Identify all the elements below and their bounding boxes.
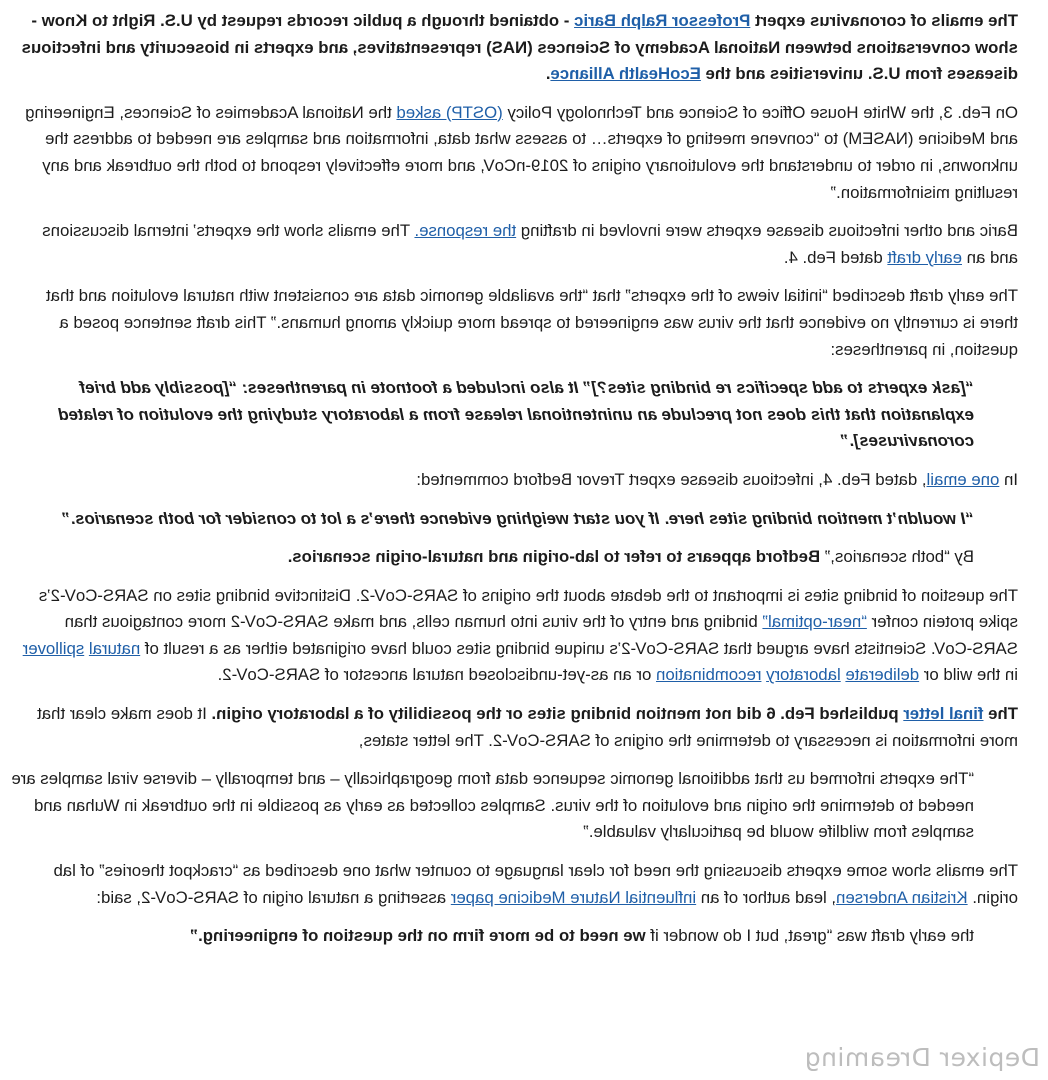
paragraph-text: It does make clear that more information is necessary to determine the origins of SARS-CoV-2. The letter states, [37,704,1018,750]
paragraph-text: On Feb. 3, the White House Office of Science and Technology Policy [502,102,1018,122]
paragraph-text: The question of binding sites is important to the debate about the origins of SARS-CoV-2. Distinctive binding sites on SARS-CoV-2’s spike protein confer [38,585,1018,632]
intro-text: - obtained through a public records request by U.S. Right to Know - show conversations between National Academy of Sciences (NAS) representatives, and experts in biosecurity and infectious diseases from U.S. universities and the [21,11,1018,84]
watermark-text: Depixer Dreaming [804,1043,1040,1072]
paragraph-text: binding and entry of the virus into human cells, and make SARS-CoV-2 more contagious than SARS-CoV. Scientists have argued that SARS-CoV-2’s unique binding sites could have originated either as a result of [64,612,1018,658]
paragraph-ostp [10,100,1018,206]
link-early-draft[interactable]: early draft [887,247,962,267]
paragraph-early-draft: The early draft described “initial views of the experts” that “the available genomic data are consistent with natural evolution and that there is currently no evidence that the virus was engineered to spread more quickly among humans.” This draft sentence posed a question, in parentheses: [46,286,1018,359]
paragraph-text: , dated Feb. 4, infectious disease expert Trevor Bedford commented: [416,469,927,489]
intro-paragraph [10,8,1018,88]
paragraph-baric-response [10,218,1018,271]
link-one-email[interactable]: one email [926,469,1000,489]
quote-bold-text: we need to be more firm on the question of engineering. [198,926,646,946]
paragraph-one-email [10,467,1018,494]
link-laboratory[interactable]: laboratory [766,665,841,685]
quote-bold-text: ” [189,926,199,946]
paragraph-text: In [999,469,1018,489]
paragraph-text: in the wild or [919,665,1018,685]
link-ralph-baric[interactable]: Professor Ralph Baric [574,11,751,30]
bold-text: The [983,704,1018,724]
quote-text: By “both scenarios,” [820,547,974,567]
quote-text: the early draft was “great, but I do wonder if [645,926,974,946]
link-natural[interactable]: natural [88,638,141,658]
paragraph-text: , lead author of an [696,887,837,907]
bold-text: published Feb. 6 did not mention binding sites or the possibility of a laboratory origin. [211,704,904,724]
quote-bold-text: Bedford appears to refer to lab-origin and natural-origin scenarios. [287,547,821,567]
link-final-letter[interactable]: final letter [903,704,984,724]
link-deliberate[interactable]: deliberate [845,665,920,685]
link-recombination[interactable]: recombination [656,665,762,685]
paragraph-text: The emails show some experts discussing the need for clear language to counter what one described as “crackpot theories” of lab origin. [53,861,1018,907]
paragraph-text: the National Academies of Sciences, Engineering and Medicine (NASEM) to “convene meeting of experts… to assess what data, information and samples are needed to address the unknowns, in order to understand the evolutionary origins of 2019-nCoV, and more effectively respond to both the outbreak and any resulting misinformation.” [25,102,1018,202]
paragraph-text: or an as-yet-undisclosed natural ancestor of SARS-CoV-2. [217,665,657,685]
link-ostp-asked[interactable]: (OSTP) asked [396,102,503,122]
link-kristian-andersen[interactable]: Kristian Andersen [836,887,968,907]
quote-binding-sites-footnote: “[ask experts to add specifics re binding sites?]” It also included a footnote in parentheses: “[possibly add brief explanation that this does not preclude an unintentional release from a laboratory studying the evolution of related coronaviruses].” [58,378,974,451]
paragraph-text: asserting a natural origin of SARS-CoV-2, said: [96,887,451,907]
intro-text: The emails of coronavirus expert [750,11,1018,30]
article-body [10,8,1018,950]
paragraph-text: The emails show the experts’ internal discussions and an [42,221,1018,267]
link-nature-medicine-paper[interactable]: influential Nature Medicine paper [450,887,697,907]
quote-both-scenarios [10,544,974,571]
paragraph-final-letter [10,701,1018,754]
quote-bedford: “I wouldn’t mention binding sites here. If you start weighing evidence there’s a lot to consider for both scenarios.” [62,508,974,528]
link-spillover[interactable]: spillover [22,638,85,658]
paragraph-crackpot-theories [10,858,1018,911]
quote-letter-states: “The experts informed us that additional genomic sequence data from geographically – and temporally – diverse viral samples are needed to determine the origin and evolution of the virus. Samples collected as early as possible in the outbreak in Wuhan and samples from wildlife would be particularly valuable.” [11,769,974,842]
link-near-optimal[interactable]: “near-optimal” [762,612,867,632]
link-the-response[interactable]: the response. [414,221,517,241]
quote-andersen [10,923,974,950]
paragraph-text: dated Feb. 4. [783,247,888,267]
paragraph-binding-sites [10,583,1018,689]
link-ecohealth-alliance[interactable]: EcoHealth Alliance [550,64,701,84]
intro-text: . [545,64,551,84]
paragraph-text: Baric and other infectious disease experts were involved in drafting [516,221,1018,241]
